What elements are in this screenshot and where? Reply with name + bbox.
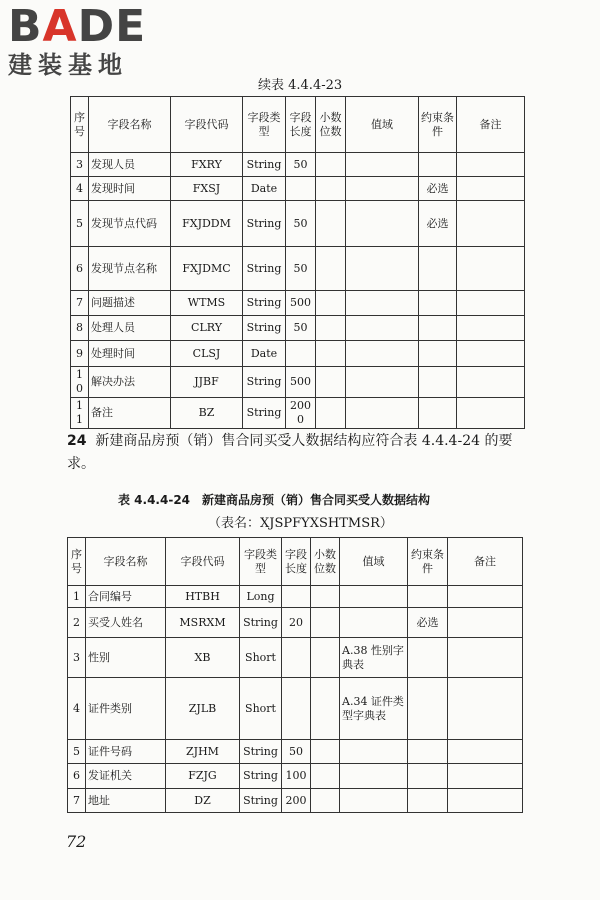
table-cell: 9 — [71, 341, 89, 367]
table-cell — [316, 341, 346, 367]
header-cell: 字段类型 — [243, 97, 286, 153]
logo-subtitle: 建装基地 — [8, 51, 128, 79]
table-cell — [346, 367, 419, 398]
table-cell: 必选 — [419, 201, 457, 247]
table-cell: 处理时间 — [89, 341, 171, 367]
table-cell — [340, 789, 408, 813]
table-cell: ZJHM — [166, 740, 240, 764]
table-cell: 11 — [71, 398, 89, 429]
table-row — [68, 789, 523, 813]
table-cell: 5 — [71, 201, 89, 247]
table-cell: 1 — [68, 586, 86, 608]
table-cell — [408, 638, 448, 678]
table-cell: 发现人员 — [89, 153, 171, 177]
table-cell: A.38 性别字典表 — [340, 638, 408, 678]
table-cell — [448, 740, 523, 764]
table-cell — [457, 291, 525, 316]
table-cell: 7 — [71, 291, 89, 316]
table-cell: Date — [243, 341, 286, 367]
header-cell: 字段类型 — [240, 538, 282, 586]
table-cell — [346, 398, 419, 429]
table-cell — [316, 247, 346, 291]
table-cell: 2000 — [286, 398, 316, 429]
table-cell: 50 — [286, 201, 316, 247]
table-cell: 发现节点名称 — [89, 247, 171, 291]
table-cell: Short — [240, 678, 282, 740]
table-cell: 性别 — [86, 638, 166, 678]
table-cell: JJBF — [171, 367, 243, 398]
table-row — [68, 678, 523, 740]
header-cell: 字段长度 — [286, 97, 316, 153]
table-cell: 6 — [68, 764, 86, 789]
table-cell — [346, 247, 419, 291]
page-number: 72 — [66, 832, 87, 851]
table-cell: 证件类别 — [86, 678, 166, 740]
table-cell: String — [243, 201, 286, 247]
header-cell: 值域 — [340, 538, 408, 586]
table-cell: 6 — [71, 247, 89, 291]
table-cell — [419, 316, 457, 341]
table-cell — [311, 608, 340, 638]
table-cell: WTMS — [171, 291, 243, 316]
table-cell: 必选 — [408, 608, 448, 638]
table-cell — [346, 316, 419, 341]
table-cell: 2 — [68, 608, 86, 638]
header-cell: 小数位数 — [311, 538, 340, 586]
table-cell — [282, 638, 311, 678]
table-cell — [311, 764, 340, 789]
logo-wordmark: BADE — [8, 1, 147, 52]
table-cell: String — [243, 398, 286, 429]
table-row — [71, 341, 525, 367]
table-cell: 200 — [282, 789, 311, 813]
table-cell — [448, 638, 523, 678]
header-cell: 约束条件 — [419, 97, 457, 153]
table-cell — [311, 638, 340, 678]
table-cell: 4 — [71, 177, 89, 201]
table-cell: FXRY — [171, 153, 243, 177]
table1-caption: 续表 4.4.4-23 — [258, 78, 343, 93]
table-cell — [457, 247, 525, 291]
table-cell — [419, 398, 457, 429]
table-cell — [419, 247, 457, 291]
table-cell — [457, 316, 525, 341]
table-cell: String — [240, 764, 282, 789]
table-row — [71, 177, 525, 201]
table-cell: FXJDMC — [171, 247, 243, 291]
table-cell — [346, 153, 419, 177]
table-row — [68, 638, 523, 678]
table-cell — [457, 153, 525, 177]
table-cell: 4 — [68, 678, 86, 740]
table-cell: FXSJ — [171, 177, 243, 201]
table-cell — [419, 291, 457, 316]
header-cell: 序号 — [68, 538, 86, 586]
table-cell — [311, 789, 340, 813]
table-cell — [419, 341, 457, 367]
header-cell: 小数位数 — [316, 97, 346, 153]
header-cell: 值域 — [346, 97, 419, 153]
table-cell — [408, 740, 448, 764]
table-cell: 50 — [286, 316, 316, 341]
table-cell: Date — [243, 177, 286, 201]
table-cell: 5 — [68, 740, 86, 764]
table-cell: BZ — [171, 398, 243, 429]
header-cell: 字段长度 — [282, 538, 311, 586]
table-cell: XB — [166, 638, 240, 678]
table-cell — [408, 678, 448, 740]
table-cell — [408, 764, 448, 789]
table-cell: A.34 证件类型字典表 — [340, 678, 408, 740]
table-cell — [311, 586, 340, 608]
table-cell — [340, 586, 408, 608]
header-cell: 备注 — [457, 97, 525, 153]
table-cell — [448, 608, 523, 638]
table-row — [68, 586, 523, 608]
table-cell: 必选 — [419, 177, 457, 201]
table-cell: 发现节点代码 — [89, 201, 171, 247]
table-cell: 3 — [68, 638, 86, 678]
header-cell: 字段名称 — [89, 97, 171, 153]
table-cell — [457, 367, 525, 398]
header-cell: 序号 — [71, 97, 89, 153]
table-cell — [457, 398, 525, 429]
header-cell: 字段代码 — [171, 97, 243, 153]
table-cell: String — [243, 291, 286, 316]
table-cell: 100 — [282, 764, 311, 789]
table1-header-row — [71, 97, 525, 153]
table-cell — [346, 177, 419, 201]
table-cell — [346, 341, 419, 367]
table-cell: 证件号码 — [86, 740, 166, 764]
header-cell: 字段名称 — [86, 538, 166, 586]
table-row — [71, 291, 525, 316]
table-row — [71, 367, 525, 398]
table2-header-row — [68, 538, 523, 586]
table-cell: Short — [240, 638, 282, 678]
table-cell — [448, 678, 523, 740]
table-cell: String — [243, 316, 286, 341]
table-cell — [448, 764, 523, 789]
table-cell — [316, 316, 346, 341]
table-cell: String — [240, 608, 282, 638]
table-cell: CLRY — [171, 316, 243, 341]
table-cell — [316, 291, 346, 316]
table-cell — [316, 398, 346, 429]
table-row — [71, 316, 525, 341]
table-cell: 问题描述 — [89, 291, 171, 316]
paragraph-24: 24 新建商品房预（销）售合同买受人数据结构应符合表 4.4.4-24 的要求。 — [67, 433, 513, 472]
table-cell: 8 — [71, 316, 89, 341]
table-cell — [282, 678, 311, 740]
table-cell — [419, 367, 457, 398]
table-cell — [448, 789, 523, 813]
table-cell: String — [243, 247, 286, 291]
table-row — [68, 608, 523, 638]
table-cell: String — [240, 789, 282, 813]
table-cell: 3 — [71, 153, 89, 177]
table-cell — [457, 177, 525, 201]
table-cell — [340, 740, 408, 764]
table-cell — [282, 586, 311, 608]
table-cell: 买受人姓名 — [86, 608, 166, 638]
table-cell: Long — [240, 586, 282, 608]
header-cell: 约束条件 — [408, 538, 448, 586]
table-cell — [457, 201, 525, 247]
table-cell: 50 — [286, 247, 316, 291]
table-cell — [316, 177, 346, 201]
table-cell — [316, 201, 346, 247]
table-cell: FXJDDM — [171, 201, 243, 247]
table-cell: 发证机关 — [86, 764, 166, 789]
table-cell: 50 — [286, 153, 316, 177]
table-cell: 处理人员 — [89, 316, 171, 341]
table-row — [71, 201, 525, 247]
table-cell — [316, 153, 346, 177]
table-row — [71, 153, 525, 177]
table-cell: String — [240, 740, 282, 764]
table-cell: 备注 — [89, 398, 171, 429]
table-cell: 解决办法 — [89, 367, 171, 398]
table2-subcaption: （表名：XJSPFYXSHTMSR） — [208, 516, 393, 531]
table-row — [68, 740, 523, 764]
table-cell — [311, 678, 340, 740]
watermark-logo — [8, 1, 178, 80]
table-cell: 地址 — [86, 789, 166, 813]
table-cell: MSRXM — [166, 608, 240, 638]
table-cell: FZJG — [166, 764, 240, 789]
table-cell — [408, 586, 448, 608]
table2-body — [68, 586, 523, 813]
table-cell: 7 — [68, 789, 86, 813]
table-cell — [346, 201, 419, 247]
header-cell: 备注 — [448, 538, 523, 586]
table-cell — [286, 177, 316, 201]
table-cell: 20 — [282, 608, 311, 638]
table-cell: 50 — [282, 740, 311, 764]
table-cell — [311, 740, 340, 764]
table-cell — [448, 586, 523, 608]
table-cell — [419, 153, 457, 177]
table1 — [70, 96, 525, 429]
table-cell — [457, 341, 525, 367]
table-row — [71, 247, 525, 291]
table-cell: 发现时间 — [89, 177, 171, 201]
table-cell: 500 — [286, 291, 316, 316]
table2 — [67, 537, 523, 813]
table-cell: String — [243, 153, 286, 177]
table-cell — [340, 608, 408, 638]
table-cell: CLSJ — [171, 341, 243, 367]
table2-caption: 表 4.4.4-24 新建商品房预（销）售合同买受人数据结构 — [118, 493, 431, 507]
table-row — [68, 764, 523, 789]
table-cell — [346, 291, 419, 316]
table-row — [71, 398, 525, 429]
table-cell — [286, 341, 316, 367]
table-cell — [316, 367, 346, 398]
table-cell: HTBH — [166, 586, 240, 608]
table-cell — [408, 789, 448, 813]
table-cell: String — [243, 367, 286, 398]
table-cell: 合同编号 — [86, 586, 166, 608]
table-cell: ZJLB — [166, 678, 240, 740]
table-cell: 500 — [286, 367, 316, 398]
header-cell: 字段代码 — [166, 538, 240, 586]
table1-body — [71, 153, 525, 429]
table-cell: DZ — [166, 789, 240, 813]
table-cell: 10 — [71, 367, 89, 398]
table-cell — [340, 764, 408, 789]
